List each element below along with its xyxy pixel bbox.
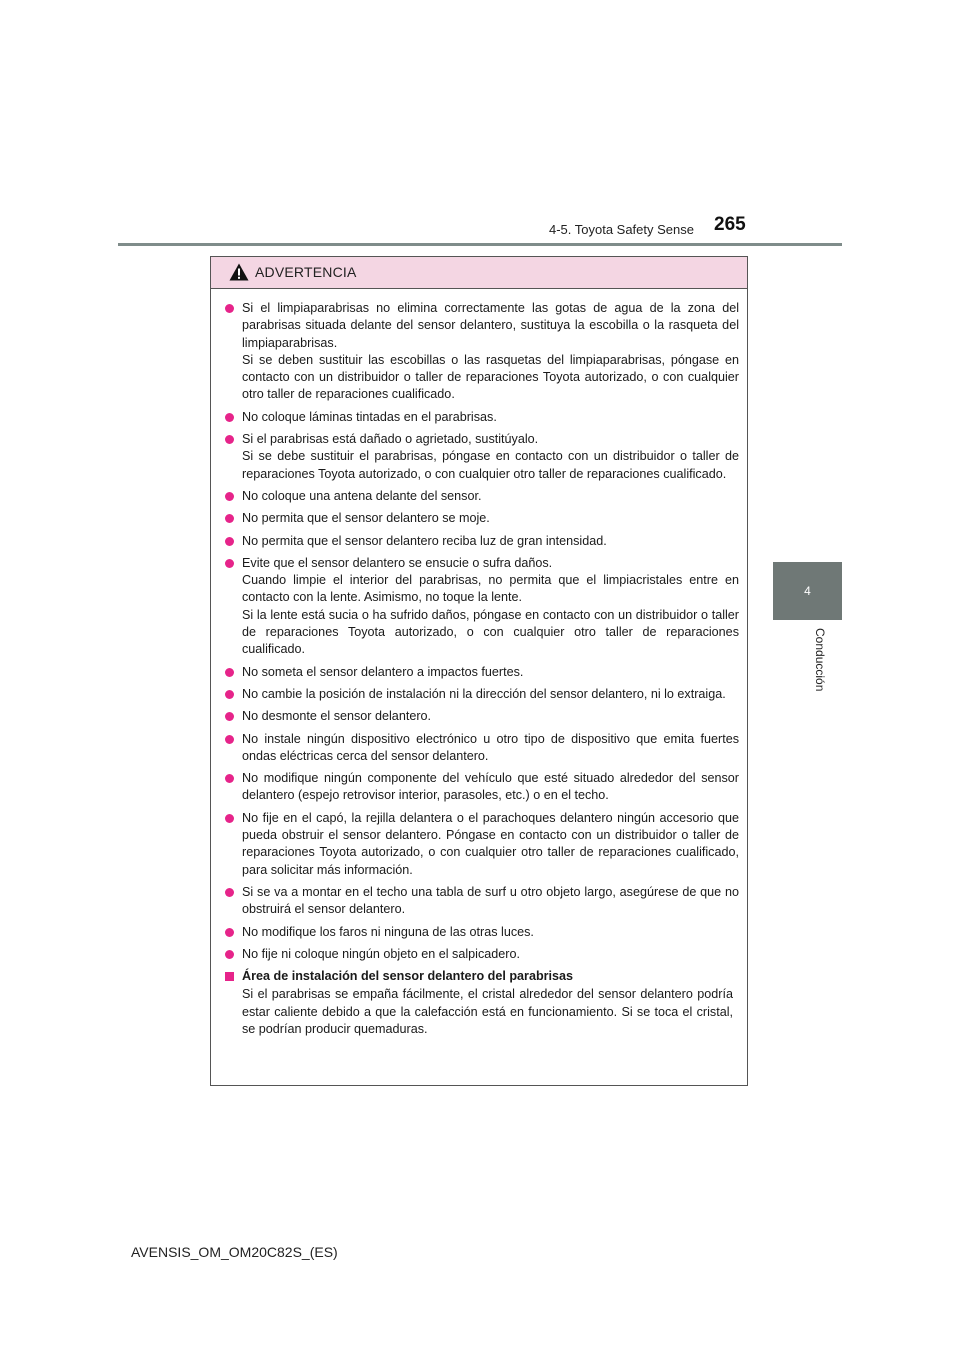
warning-item <box>225 664 739 681</box>
warning-items <box>225 300 739 963</box>
page-number: 265 <box>714 214 746 235</box>
warning-item <box>225 810 739 879</box>
warning-item <box>225 770 739 805</box>
warning-body <box>211 289 747 1038</box>
bullet-icon <box>225 950 234 959</box>
warning-item-text: No coloque láminas tintadas en el parabrisas. <box>242 409 497 424</box>
warning-item-text: No permita que el sensor delantero se moje. <box>242 511 490 526</box>
warning-item-text: No someta el sensor delantero a impactos fuertes. <box>242 664 524 679</box>
warning-item <box>225 731 739 766</box>
header-rule <box>118 243 842 246</box>
chapter-tab: 4 <box>773 562 842 620</box>
warning-box <box>210 256 748 1086</box>
warning-item <box>225 924 739 941</box>
warning-triangle-icon <box>229 263 249 281</box>
warning-item-text: Si se deben sustituir las escobillas o las rasquetas del limpiaparabrisas, póngase en contacto con un distribuidor o taller de reparaciones Toyota autorizado, o con cualquier otro taller de reparaciones cualificado. <box>242 352 739 402</box>
warning-item-text: No permita que el sensor delantero reciba luz de gran intensidad. <box>242 533 607 548</box>
section-header: 4-5. Toyota Safety Sense <box>548 222 694 237</box>
warning-item-text: No coloque una antena delante del sensor. <box>242 488 482 503</box>
warning-item-text: Cuando limpie el interior del parabrisas, no permita que el limpiacristales entre en contacto con la lente. Asimismo, no toque la lente. <box>242 573 739 605</box>
warning-item <box>225 300 739 404</box>
warning-header <box>211 257 747 289</box>
warning-title: ADVERTENCIA <box>255 264 357 280</box>
warning-item <box>225 686 739 703</box>
bullet-icon <box>225 304 234 313</box>
warning-item-text: No modifique ningún componente del vehículo que esté situado alrededor del sensor delantero (espejo retrovisor interior, parasoles, etc.) o en el techo. <box>242 771 739 803</box>
warning-item <box>225 409 739 426</box>
warning-item <box>225 946 739 963</box>
bullet-icon <box>225 537 234 546</box>
warning-item-text: Si la lente está sucia o ha sufrido daños, póngase en contacto con un distribuidor o taller de reparaciones Toyota autorizado, o con cualquier otro taller de reparaciones cualificado. <box>242 607 739 657</box>
bullet-icon <box>225 413 234 422</box>
warning-item <box>225 533 739 550</box>
warning-item <box>225 555 739 659</box>
warning-item <box>225 708 739 725</box>
section-title: Área de instalación del sensor delantero del parabrisas <box>242 969 574 984</box>
warning-item-text: Si el limpiaparabrisas no elimina correctamente las gotas de agua de la zona del parabrisas situada delante del sensor delantero, sustituya la escobilla o la rasqueta del limpiaparabrisas. <box>242 301 739 350</box>
bullet-icon <box>225 774 234 783</box>
warning-item-text: Si se debe sustituir el parabrisas, póngase en contacto con un distribuidor o taller de reparaciones Toyota autorizado, o con cualquier otro taller de reparaciones cualificado. <box>242 449 739 481</box>
bullet-icon <box>225 668 234 677</box>
warning-item-text: Si se va a montar en el techo una tabla de surf u otro objeto largo, asegúrese de que no obstruirá el sensor delantero. <box>242 884 739 917</box>
bullet-icon <box>225 888 234 897</box>
bullet-icon <box>225 735 234 744</box>
chapter-label: Conducción <box>813 628 827 692</box>
bullet-icon <box>225 928 234 937</box>
warning-item-text: No modifique los faros ni ninguna de las otras luces. <box>242 924 534 939</box>
warning-item <box>225 431 739 483</box>
warning-item-text: Evite que el sensor delantero se ensucie o sufra daños. <box>242 555 553 570</box>
section-text: Si el parabrisas se empaña fácilmente, el cristal alrededor del sensor delantero podría estar caliente debido a que la calefacción está en funcionamiento. Si se toca el cristal, se podrían producir quemaduras. <box>242 987 733 1036</box>
bullet-icon <box>225 435 234 444</box>
warning-item-text: No desmonte el sensor delantero. <box>242 709 432 724</box>
document-code: AVENSIS_OM_OM20C82S_(ES) <box>131 1244 338 1260</box>
warning-section <box>225 968 739 1038</box>
warning-item-text: No fije en el capó, la rejilla delantera o el parachoques delantero ningún accesorio que pueda obstruir el sensor delantero. Póngase en contacto con un distribuidor o taller de reparaciones Toyota autorizado, o con cualquier otro taller de reparaciones cualificado, para solicitar más información. <box>242 810 739 877</box>
square-bullet-icon <box>225 972 234 981</box>
warning-item-text: No fije ni coloque ningún objeto en el salpicadero. <box>242 946 520 961</box>
warning-item-text: No instale ningún dispositivo electrónico u otro tipo de dispositivo que emita fuertes ondas eléctricas cerca del sensor delantero. <box>242 731 739 763</box>
bullet-icon <box>225 514 234 523</box>
warning-item <box>225 510 739 527</box>
bullet-icon <box>225 492 234 501</box>
warning-item-text: No cambie la posición de instalación ni la dirección del sensor delantero, ni lo extraiga. <box>242 686 726 701</box>
warning-item <box>225 488 739 505</box>
warning-item <box>225 884 739 919</box>
warning-item-text: Si el parabrisas está dañado o agrietado, sustitúyalo. <box>242 432 539 447</box>
bullet-icon <box>225 559 234 568</box>
bullet-icon <box>225 814 234 823</box>
bullet-icon <box>225 690 234 699</box>
bullet-icon <box>225 712 234 721</box>
